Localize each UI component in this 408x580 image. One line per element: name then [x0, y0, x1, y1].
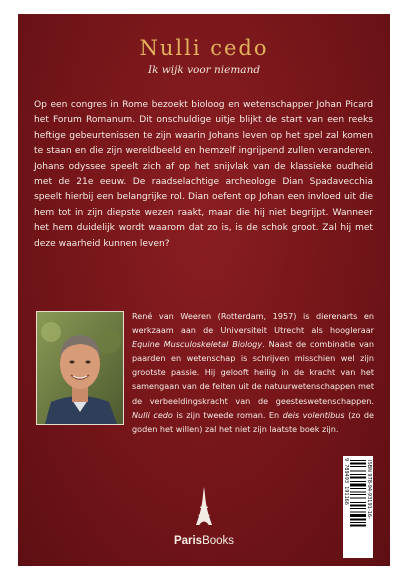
bio-italic-title-3: deis volentibus	[282, 409, 345, 420]
barcode-bars	[350, 460, 366, 554]
bio-italic-title-1: Equine Musculoskeletal Biology	[132, 339, 263, 350]
bio-text-1: René van Weeren (Rotterdam, 1957) is dierenarts en werkzaam aan de Universiteit Utrecht als hoogleraar	[132, 311, 374, 336]
isbn-digits: 9 789493 191166	[343, 458, 349, 505]
book-title: Nulli cedo	[139, 36, 269, 60]
blurb-text: Op een congres in Rome bezoekt bioloog en wetenschapper Johan Picard het Forum Romanum. Dit onschuldige uitje blijkt de start van een reeks heftige gebeurtenissen te zijn waarin Johans leven op het spel zal komen te staan en die zijn wereldbeeld en hemzelf ingrijpend zullen veranderen. Johans odyssee speelt zich af op het snijvlak van de klassieke oudheid met de 21e eeuw. De raadselachtige archeologe Dian Spadavecchia speelt hierbij een belangrijke rol. Dian oefent op Johan een invloed uit die hem tot in zijn diepste wezen raakt, maar die hij niet begrijpt. Wanneer het hem duidelijk wordt waarom dat zo is, is de schok groot. Zal hij met deze waarheid kunnen leven?	[34, 100, 373, 249]
bio-text-4: (zo de goden het willen) zal het niet zijn laatste boek zijn.	[132, 409, 374, 434]
author-bio	[132, 309, 374, 436]
bio-text-3: is zijn tweede roman. En	[172, 409, 283, 420]
publisher-name-books: Books	[202, 535, 235, 547]
author-photo	[36, 311, 124, 425]
book-subtitle: Ik wijk voor niemand	[147, 64, 261, 76]
book-back-cover	[18, 14, 390, 566]
eiffel-tower-icon	[194, 487, 214, 527]
publisher-logo	[136, 535, 272, 547]
author-portrait-image	[37, 312, 123, 424]
bio-text-2: . Naast de combinatie van paarden en wetenschap is schrijven misschien wel zijn grootste passie. Hij gelooft heilig in de kracht van het samengaan van de feiten uit de natuurwetenschappen met de verbeeldingskracht van de geesteswetenschappen.	[132, 339, 375, 406]
bio-italic-title-2: Nulli cedo	[132, 409, 173, 420]
isbn-barcode	[343, 456, 373, 558]
publisher-name-paris: Paris	[173, 535, 203, 547]
isbn-label: ISBN 978-94-93191-16-	[366, 460, 372, 519]
barcode-content	[343, 456, 373, 558]
